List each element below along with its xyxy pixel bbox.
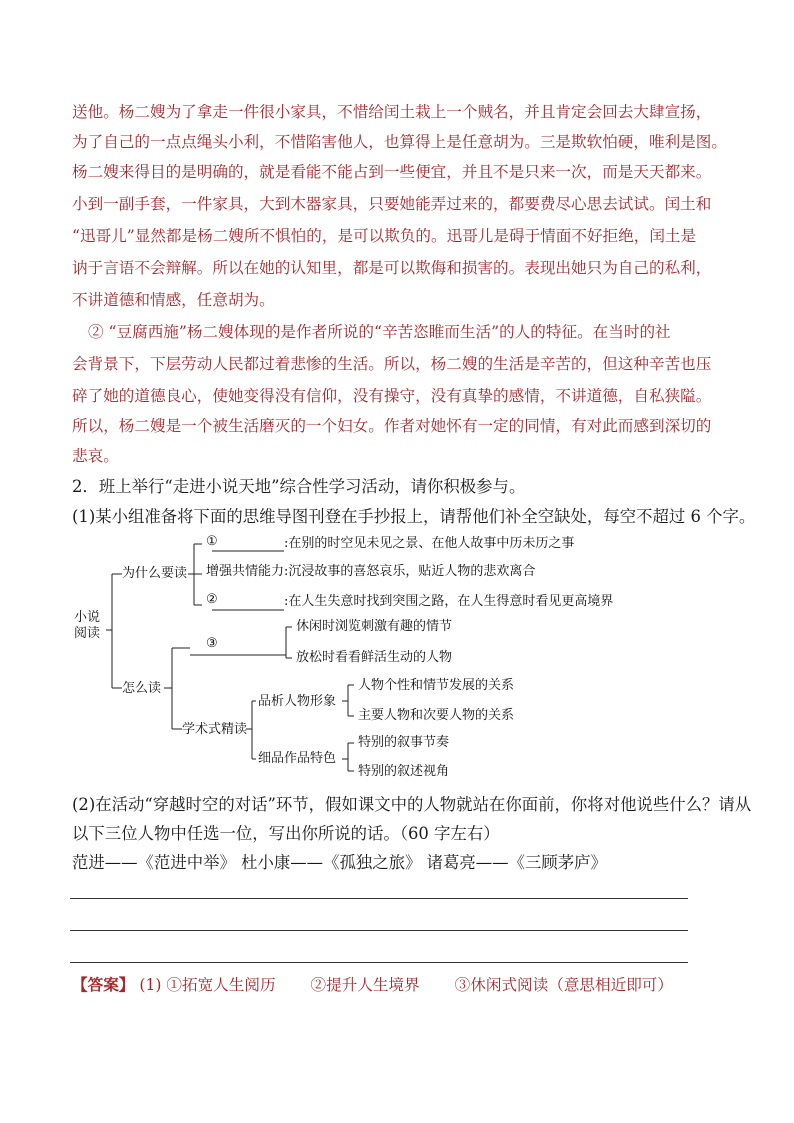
- node-char-analysis: 品析人物形象: [258, 694, 337, 709]
- root-node: 阅读: [74, 626, 101, 641]
- answer-item: ③休闲式阅读（意思相近即可）: [454, 976, 673, 994]
- answer-line: [70, 962, 688, 963]
- answer-line: [70, 930, 688, 931]
- question-part2: 以下三位人物中任选一位，写出你所说的话。（60 字左右）: [72, 824, 500, 843]
- root-node: 小说: [74, 610, 101, 625]
- answer-item: ②提升人生境界: [310, 976, 420, 994]
- analysis-line: 碎了她的道德良心，使她变得没有信仰，没有操守，没有真挚的感情，不讲道德，自私狭隘。: [72, 387, 712, 405]
- feature-item: 特别的叙述视角: [358, 764, 450, 779]
- analysis-line: 杨二嫂来得目的是明确的，就是看能不能占到一些便宜，并且不是只来一次，而是天天都来。: [72, 163, 712, 181]
- leisure-item: 放松时看看鲜活生动的人物: [296, 650, 453, 665]
- node-academic: 学术式精读: [182, 722, 248, 737]
- analysis-line: 讷于言语不会辩解。所以在她的认知里，都是可以欺侮和损害的。表现出她只为自己的私利，: [72, 259, 712, 277]
- analysis-line: 为了自己的一点点绳头小利，不惜陷害他人，也算得上是任意胡为。三是欺软怕硬，唯利是图。: [72, 133, 727, 151]
- analysis-line: 所以，杨二嫂是一个被生活磨灭的一个妇女。作者对她怀有一定的同情，有对此而感到深切的: [72, 417, 712, 435]
- analysis-line: “迅哥儿”显然都是杨二嫂所不惧怕的，是可以欺负的。迅哥儿是碍于情面不好拒绝，闰土是: [72, 227, 697, 245]
- branch-why: 为什么要读: [122, 566, 188, 581]
- analysis-line: 送他。杨二嫂为了拿走一件很小家具，不惜给闰土栽上一个贼名，并且肯定会回去大肆宣扬，: [72, 103, 712, 121]
- analysis-line: 会背景下，下层劳动人民都过着悲惨的生活。所以，杨二嫂的生活是辛苦的，但这种辛苦也压: [72, 355, 712, 373]
- analysis-line: 小到一副手套，一件家具，大到木器家具，只要她能弄过来的，都要费尽心思去试试。闰土和: [72, 195, 712, 213]
- answer-key: [72, 975, 703, 995]
- question-part1: (1)某小组准备将下面的思维导图刊登在手抄报上，请帮他们补全空缺处，每空不超过 6 个字。: [72, 507, 756, 526]
- answer-item: (1) ①拓宽人生阅历: [139, 976, 276, 994]
- blank-3: ③: [206, 636, 218, 651]
- branch-how: 怎么读: [122, 681, 162, 696]
- question-title: 2．班上举行“走进小说天地”综合性学习活动，请你积极参与。: [72, 477, 526, 496]
- analysis-line: ② “豆腐西施”杨二嫂体现的是作者所说的“辛苦恣睢而生活”的人的特征。在当时的社: [88, 323, 671, 341]
- node-empathy: 增强共情能力: [206, 564, 285, 579]
- answer-label: 【答案】: [72, 975, 135, 994]
- answer-line: [70, 898, 688, 899]
- node-features: 细品作品特色: [258, 751, 337, 766]
- question-part2: (2)在活动“穿越时空的对话”环节，假如课文中的人物就站在你面前，你将对他说些什么？请从: [72, 795, 752, 814]
- mind-map: [70, 530, 630, 782]
- blank-1-desc: :在别的时空见未见之景、在他人故事中历未历之事: [284, 536, 575, 551]
- analysis-line: 不讲道德和情感，任意胡为。: [72, 291, 275, 309]
- analysis-line: 悲哀。: [72, 447, 119, 465]
- blank-2: ②: [206, 592, 218, 607]
- character-options: 范进——《范进中举》 杜小康——《孤独之旅》 诸葛亮——《三顾茅庐》: [72, 853, 607, 872]
- leisure-item: 休闲时浏览刺激有趣的情节: [296, 619, 453, 634]
- blank-1: ①: [206, 534, 218, 549]
- feature-item: 特别的叙事节奏: [358, 735, 450, 750]
- char-item: 人物个性和情节发展的关系: [358, 678, 515, 693]
- blank-2-desc: :在人生失意时找到突围之路，在人生得意时看见更高境界: [284, 594, 614, 609]
- char-item: 主要人物和次要人物的关系: [358, 708, 515, 723]
- empathy-desc: :沉浸故事的喜怒哀乐，贴近人物的悲欢离合: [284, 564, 536, 579]
